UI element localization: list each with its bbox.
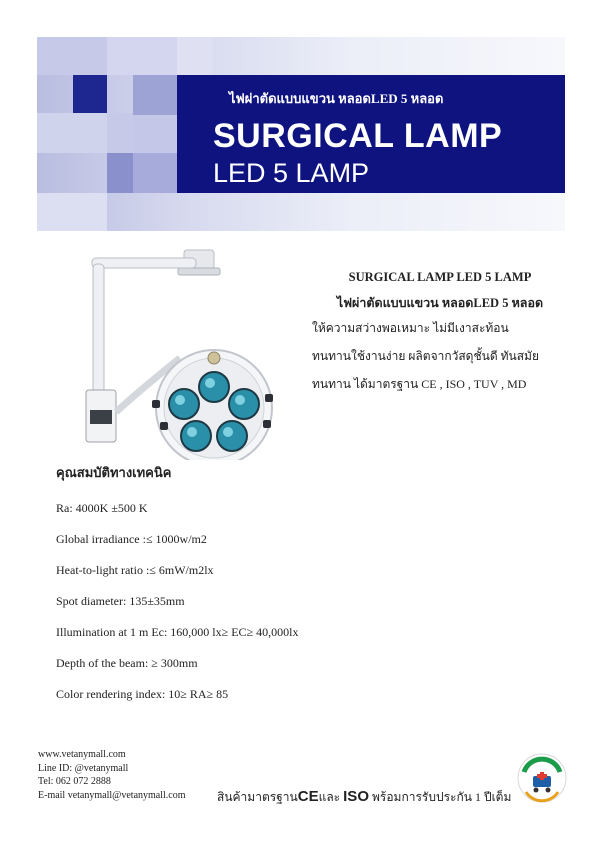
spec-item: Heat-to-light ratio :≤ 6mW/m2lx: [56, 563, 214, 577]
email[interactable]: E-mail vetanymall@vetanymall.com: [38, 789, 186, 801]
product-feature-line: ทนทาน ได้มาตรฐาน CE , ISO , TUV , MD: [312, 377, 527, 391]
banner-square: [107, 113, 133, 153]
spec-item: Depth of the beam: ≥ 300mm: [56, 656, 198, 670]
product-feature-line: ทนทานใช้งานง่าย ผลิตจากวัสดุชั้นดี ทันสมัย: [312, 349, 539, 363]
banner-square: [37, 37, 107, 75]
banner-square: [133, 115, 177, 153]
product-title: SURGICAL LAMP LED 5 LAMP: [348, 270, 532, 284]
technical-specs: [56, 462, 556, 717]
spec-item: Illumination at 1 m Ec: 160,000 lx≥ EC≥ 40,000lx: [56, 625, 299, 639]
banner-square: [73, 75, 107, 113]
vet-any-mall-logo: [516, 752, 568, 804]
surgical-lamp-photo: [60, 240, 280, 460]
banner-subtitle: LED 5 LAMP: [213, 158, 370, 188]
product-feature-line: ให้ความสว่างพอเหมาะ ไม่มีเงาสะท้อน: [312, 321, 509, 335]
warranty-text: และ: [318, 790, 344, 804]
warranty-note: [217, 788, 511, 807]
banner-square: [37, 193, 107, 231]
spec-item: Spot diameter: 135±35mm: [56, 594, 185, 608]
warranty-text: สินค้ามาตรฐาน: [217, 790, 298, 804]
product-thai-title: ไฟผ่าตัดแบบแขวน หลอดLED 5 หลอด: [336, 296, 544, 310]
footer-contact: [38, 748, 186, 802]
ce-mark: CE: [297, 788, 319, 805]
banner-square: [37, 113, 107, 153]
banner-thai-subtitle: ไฟผ่าตัดแบบแขวน หลอดLED 5 หลอด: [229, 91, 444, 106]
product-description: [300, 270, 580, 403]
website-link[interactable]: www.vetanymall.com: [38, 749, 126, 760]
banner-square: [177, 37, 213, 75]
banner-title: SURGICAL LAMP: [213, 117, 503, 155]
banner-square: [133, 153, 177, 193]
banner-square: [107, 37, 177, 75]
telephone: Tel: 062 072 2888: [38, 776, 111, 787]
spec-item: Ra: 4000K ±500 K: [56, 501, 148, 515]
banner-square: [107, 153, 133, 193]
spec-item: Global irradiance :≤ 1000w/m2: [56, 532, 207, 546]
specs-heading: คุณสมบัติทางเทคนิค: [56, 465, 172, 480]
line-id: Line ID: @vetanymall: [38, 762, 129, 774]
banner-square: [133, 75, 177, 115]
iso-mark: ISO: [343, 788, 369, 805]
spec-item: Color rendering index: 10≥ RA≥ 85: [56, 687, 229, 701]
warranty-text: พร้อมการรับประกัน 1 ปีเต็ม: [368, 790, 512, 804]
header-banner: [37, 37, 565, 231]
